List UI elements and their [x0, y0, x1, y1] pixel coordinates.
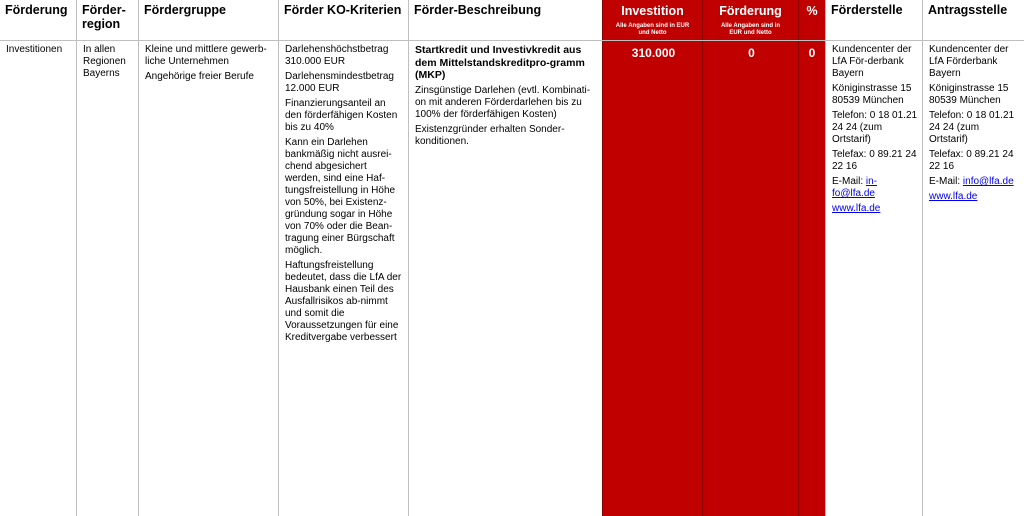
foerderstelle-email-label: E-Mail: [832, 176, 866, 187]
column-foerderstelle [825, 0, 922, 516]
ko-kriterium: Finanzierungsanteil an den förderfähigen Kosten bis zu 40% [285, 98, 398, 133]
cell-foerderstelle [826, 44, 922, 218]
column-foerderung-amount [702, 0, 798, 516]
foerderstelle-web-link[interactable]: www.lfa.de [832, 203, 881, 214]
column-investition [602, 0, 702, 516]
foerderstelle-fax: Telefax: 0 89.21 24 22 16 [832, 149, 917, 172]
cell-foerderregion [77, 44, 138, 83]
percent-value: 0 [808, 46, 816, 60]
antragsstelle-fax: Telefax: 0 89.21 24 22 16 [929, 149, 1014, 172]
header-foerderung-amount-label: Förderung [719, 4, 782, 18]
column-foerderung [0, 0, 76, 516]
column-foerderregion [76, 0, 138, 516]
cell-investition [603, 47, 702, 62]
cell-antragsstelle [923, 44, 1024, 206]
cell-ko-kriterien [279, 44, 408, 347]
antragsstelle-email-line [929, 176, 1020, 188]
header-foerderung-amount [703, 0, 798, 40]
foerderstelle-phone: Telefon: 0 18 01.21 24 24 (zum Ortstarif) [832, 110, 918, 145]
column-ko-kriterien [278, 0, 408, 516]
header-investition-label: Investition [621, 4, 684, 18]
cell-foerdergruppe [139, 44, 278, 86]
antragsstelle-name: Kundencenter der LfA Förderbank Bayern [929, 44, 1009, 79]
header-foerderung-amount-note: Alle Angaben sind in EUR und Netto [720, 22, 781, 36]
header-foerdergruppe: Fördergruppe [144, 3, 226, 17]
column-beschreibung [408, 0, 602, 516]
foerderung-amount-value: 0 [748, 46, 755, 60]
header-investition-note: Alle Angaben sind in EUR und Netto [615, 22, 690, 36]
cell-foerderung [0, 44, 76, 59]
foerdergruppe-item: Kleine und mittlere gewerb-liche Unternehmen [145, 44, 267, 67]
antragsstelle-address: Königinstrasse 15 80539 München [929, 83, 1009, 106]
ko-kriterium: Kann ein Darlehen bankmäßig nicht ausrei-chend abgesichert werden, sind eine Haf-tungsfreistellung in Höhe von 50%, bei Existenz-gründung sogar in Höhe von 70% oder die Bean-tragung einer Bürgschaft möglich. [285, 137, 396, 256]
ko-kriterium: Haftungsfreistellung bedeutet, dass die LfA der Hausbank einen Teil des Ausfallrisikos ab-nimmt und somit die Voraussetzungen für eine Kreditvergabe verbessert [285, 260, 402, 343]
header-percent: % [806, 4, 818, 18]
cell-percent [799, 47, 825, 62]
antragsstelle-email-link[interactable]: info@lfa.de [962, 176, 1014, 187]
ko-kriterium: Darlehenshöchstbetrag 310.000 EUR [285, 44, 389, 67]
header-investition [603, 0, 702, 40]
ko-kriterium: Darlehensmindestbetrag 12.000 EUR [285, 71, 394, 94]
foerdergruppe-item: Angehörige freier Berufe [145, 71, 254, 82]
antragsstelle-web-link[interactable]: www.lfa.de [929, 191, 978, 202]
column-antragsstelle [922, 0, 1024, 516]
beschreibung-item: Existenzgründer erhalten Sonder-konditionen. [415, 123, 565, 147]
header-foerderung: Förderung [5, 3, 68, 17]
foerderstelle-address: Königinstrasse 15 80539 München [832, 83, 912, 106]
header-foerderregion-text: Förder- region [82, 3, 126, 31]
beschreibung-item: Zinsgünstige Darlehen (evtl. Kombinati-on mit anderen Förderdarlehen bis zu 100% der förderfähigen Kosten) [415, 84, 591, 120]
cell-foerderung-amount [703, 47, 798, 62]
antragsstelle-email-label: E-Mail: [929, 176, 963, 187]
header-foerderstelle: Förderstelle [831, 3, 903, 17]
header-antragsstelle: Antragsstelle [928, 3, 1008, 17]
column-percent [798, 0, 825, 516]
foerderstelle-email-line [832, 176, 918, 200]
foerderstelle-name: Kundencenter der LfA För-derbank Bayern [832, 44, 912, 79]
column-foerdergruppe [138, 0, 278, 516]
cell-beschreibung [409, 44, 602, 151]
beschreibung-title: Startkredit und Investivkredit aus dem Mittelstandskreditpro-gramm (MKP) [415, 44, 585, 81]
header-foerderregion [77, 0, 138, 40]
foerderstelle-web-line [832, 203, 918, 215]
header-beschreibung: Förder-Beschreibung [414, 3, 542, 17]
antragsstelle-phone: Telefon: 0 18 01.21 24 24 (zum Ortstarif) [929, 110, 1015, 145]
investition-value: 310.000 [631, 46, 676, 60]
foerderregion-value: In allen Regionen Bayerns [83, 44, 126, 79]
antragsstelle-web-line [929, 191, 1020, 203]
foerderung-value: Investitionen [6, 44, 63, 55]
header-ko-kriterien: Förder KO-Kriterien [284, 3, 402, 17]
header-divider [0, 40, 1024, 41]
foerderstelle-email-link[interactable]: in-fo@lfa.de [832, 176, 878, 199]
